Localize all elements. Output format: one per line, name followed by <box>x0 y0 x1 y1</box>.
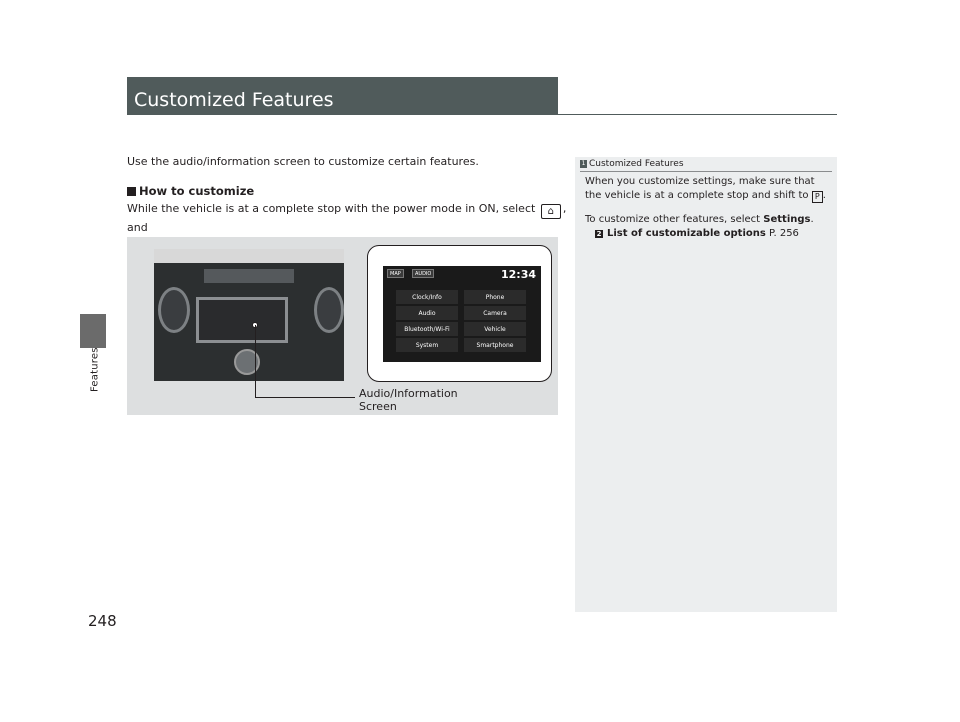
callout-line-horizontal <box>255 397 355 398</box>
customizable-options-link[interactable] <box>595 227 799 241</box>
callout-label-line2: Screen <box>359 400 397 413</box>
menu-phone: Phone <box>464 290 526 304</box>
left-vent <box>158 287 190 333</box>
callout-line-vertical <box>255 325 256 398</box>
instruction-part2: , and <box>127 202 567 234</box>
side-note-para2-text: To customize other features, select <box>585 214 764 225</box>
side-note-para1-text: When you customize settings, make sure that the vehicle is at a complete stop and shift to <box>585 176 815 201</box>
side-note-rule <box>580 171 832 172</box>
info-screen <box>383 266 541 362</box>
section-title <box>127 77 558 115</box>
dash-hood <box>154 249 344 263</box>
dashboard-figure <box>127 237 558 415</box>
note-number-icon: 1 <box>581 160 586 167</box>
menu-smartphone: Smartphone <box>464 338 526 352</box>
side-note-heading <box>580 159 684 169</box>
side-note-para1: When you customize settings, make sure that the vehicle is at a complete stop and shift to P . <box>585 176 826 201</box>
subheading <box>127 184 254 198</box>
title-rule <box>127 114 837 115</box>
screen-top-bar <box>385 268 539 280</box>
instruction-part1: While the vehicle is at a complete stop with the power mode in ON, select <box>127 202 539 215</box>
menu-clock-info: Clock/Info <box>396 290 458 304</box>
menu-audio: Audio <box>396 306 458 320</box>
callout-label-line1: Audio/Information <box>359 387 458 400</box>
dash-knob <box>234 349 260 375</box>
tab-audio: AUDIO <box>412 269 434 278</box>
dash-screen <box>196 297 288 343</box>
intro-text: Use the audio/information screen to customize certain features. <box>127 155 479 168</box>
dash-top-strip <box>204 269 294 283</box>
tab-map: MAP <box>387 269 404 278</box>
subheading-text: How to customize <box>139 184 255 198</box>
screen-clock: 12:34 <box>500 268 536 281</box>
home-icon: ⌂ <box>541 204 561 219</box>
side-note-para2: To customize other features, select Settings. <box>585 214 814 225</box>
screen-zoom-frame <box>367 245 552 382</box>
side-note <box>575 157 837 612</box>
link-text: List of customizable options <box>607 228 766 239</box>
dashboard-photo <box>154 249 344 381</box>
right-vent <box>314 287 344 333</box>
section-title-text: Customized Features <box>134 89 334 111</box>
callout-label <box>359 387 479 413</box>
bullet-square-icon <box>127 187 136 196</box>
side-note-title: Customized Features <box>589 159 684 169</box>
menu-system: System <box>396 338 458 352</box>
p-key-icon: P <box>812 191 823 203</box>
menu-vehicle: Vehicle <box>464 322 526 336</box>
chapter-label: Features <box>89 347 101 393</box>
page-number: 248 <box>88 612 117 630</box>
menu-camera: Camera <box>464 306 526 320</box>
menu-bluetooth: Bluetooth/Wi-Fi <box>396 322 458 336</box>
side-note-settings: Settings <box>763 214 811 225</box>
arrow-right-icon: 2 <box>596 230 602 238</box>
link-page: P. 256 <box>769 228 799 239</box>
